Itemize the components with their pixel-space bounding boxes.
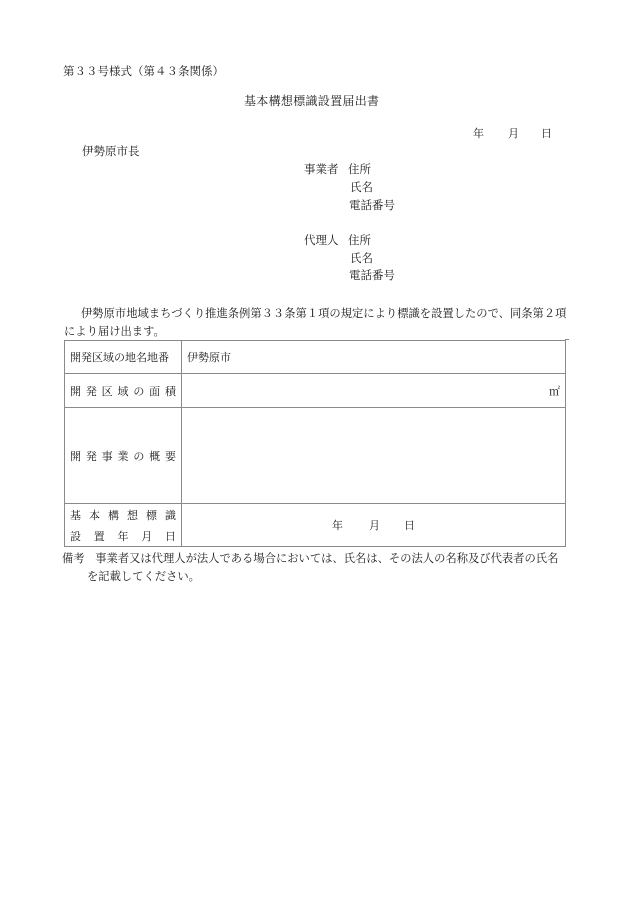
form-table — [64, 340, 566, 547]
applicant-label: 事業者 — [304, 162, 339, 176]
summary-label: 開 発 事 業 の 概 要 — [65, 408, 182, 504]
remarks-line-2: を記載してください。 — [87, 570, 200, 583]
remarks — [62, 550, 572, 586]
agent-phone-label: 電話番号 — [349, 268, 395, 282]
install-date-month: 月 — [369, 519, 380, 532]
area-value-field[interactable] — [182, 374, 566, 408]
declaration-line-1: 伊勢原市地域まちづくり推進条例第３３条第１項の規定により標識を設置したので、同条第２項 — [81, 307, 567, 320]
applicant-address-label: 住所 — [348, 162, 371, 176]
applicant-phone-label: 電話番号 — [349, 198, 395, 212]
form-number: 第３３号様式（第４３条関係） — [63, 64, 224, 78]
install-date-value-field[interactable] — [182, 504, 566, 547]
date-day-label: 日 — [541, 127, 552, 140]
square-meter-unit: ㎡ — [549, 384, 560, 398]
table-row-install-date — [65, 504, 566, 547]
table-row-summary — [65, 408, 566, 504]
declaration-line-2: により届け出ます。 — [64, 325, 165, 338]
location-value-field[interactable]: 伊勢原市 — [182, 341, 566, 374]
agent-address-label: 住所 — [348, 233, 371, 247]
date-month-label: 月 — [508, 127, 519, 140]
agent-label: 代理人 — [304, 233, 339, 247]
install-date-label: 基 本 構 想 標 識 設 置 年 月 日 — [65, 504, 182, 547]
submission-date — [473, 128, 552, 139]
install-date-year: 年 — [332, 519, 343, 532]
remarks-line-1: 事業者又は代理人が法人である場合においては、氏名は、その法人の名称及び代表者の氏名 — [95, 552, 559, 565]
declaration-text — [64, 305, 569, 341]
date-year-label: 年 — [473, 127, 484, 140]
document-title: 基本構想標識設置届出書 — [244, 94, 380, 108]
remarks-label: 備考 — [62, 552, 85, 565]
area-label: 開 発 区 域 の 面 積 — [65, 374, 182, 408]
install-date-day: 日 — [404, 519, 415, 532]
agent-name-label: 氏名 — [350, 251, 373, 265]
addressee: 伊勢原市長 — [82, 144, 140, 158]
summary-value-field[interactable] — [182, 408, 566, 504]
table-border-extension — [565, 339, 569, 340]
table-row-area — [65, 374, 566, 408]
applicant-name-label: 氏名 — [350, 180, 373, 194]
location-label: 開発区域の地名地番 — [65, 341, 182, 374]
table-row-location — [65, 341, 566, 374]
